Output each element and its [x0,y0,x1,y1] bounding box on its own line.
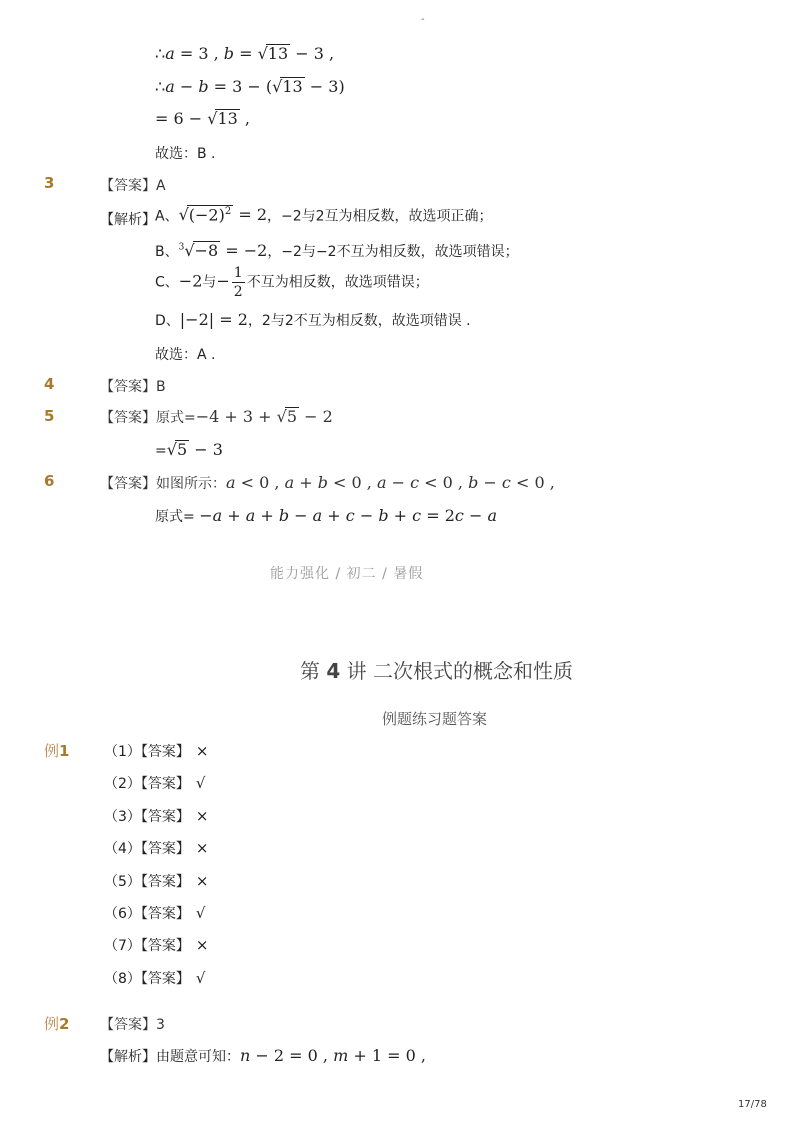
cross-mark-icon: × [195,839,209,857]
item-number: （7） [104,938,141,954]
answer-row [100,376,166,396]
answer-label: 【答案】 [100,410,156,426]
answer-row [100,175,166,195]
q3-option-d: D、|−2| = 2，2与2不互为相反数，故选项错误 . [155,310,471,329]
answer-label: 【答案】 [100,1017,156,1033]
example-label: 例2 [44,1015,70,1033]
answer-value: B [156,379,166,395]
check-mark-icon: √ [195,969,206,987]
answer-label: 【答案】 [100,379,156,395]
answer-row [104,838,209,858]
answer-row [104,741,209,761]
q3-option-a: A、$√(-2)^2 = 2$，−2与2互为相反数，故选项正确； [155,205,493,225]
check-mark-icon: √ [195,774,206,792]
answer-label: 【答案】 [100,178,156,194]
answer-value: 3 [156,1017,165,1033]
cross-mark-icon: × [195,742,209,760]
answer-row [104,773,205,793]
analysis-row: 【解析】由题意可知：n − 2 = 0 , m + 1 = 0 , [100,1046,426,1065]
answer-label: 【答案】 [140,874,190,890]
item-number: （1） [104,744,141,760]
answer-label: 【答案】 [140,938,190,954]
q2-conclusion: 故选：B . [155,146,216,162]
answer-row [104,871,209,891]
analysis-label: 【解析】 [100,212,156,228]
item-number: （3） [104,809,141,825]
page-footer: 能力强化 / 初二 / 暑假 [270,566,424,582]
answer-row [100,1014,165,1034]
item-number: （8） [104,971,141,987]
answer-label: 【答案】 [140,906,190,922]
answer-label: 【答案】 [100,476,156,492]
answer-row [104,903,205,923]
analysis-label: 【解析】 [100,1049,156,1065]
answer-row [104,968,205,988]
answer-row [104,935,209,955]
answer-label: 【答案】 [140,744,190,760]
example-label: 例1 [44,742,70,760]
answer-value: A [156,178,166,194]
section-title: 第 4 讲 二次根式的概念和性质 [300,659,573,683]
q2-line-result: = 6 − √13 , [155,109,250,128]
q6-line2: 原式= −a + a + b − a + c − b + c = 2c − a [155,506,497,525]
header-dash: - [421,14,425,25]
q3-option-b: B、$^3$√−8 = −2，−2与−2不互为相反数，故选项错误； [155,241,519,260]
cross-mark-icon: × [195,807,209,825]
q2-line-ab: ∴a = 3 , b = √13 − 3 , [155,44,335,63]
q3-option-c: C、−2与− $\frac{1}{2}$ 不互为相反数，故选项错误； [155,265,429,300]
item-number: （6） [104,906,141,922]
answer-row: 【答案】原式=−4 + 3 + √5 − 2 [100,407,333,426]
answer-row: 【答案】如图所示：a < 0 , a + b < 0 , a − c < 0 , b − c < 0 , [100,473,555,492]
item-number: （5） [104,874,141,890]
page-number: 17/78 [738,1099,767,1110]
q5-line2: =√5 − 3 [155,440,223,459]
cross-mark-icon: × [195,872,209,890]
answer-label: 【答案】 [140,971,190,987]
q2-line-diff: ∴a − b = 3 − (√13 − 3) [155,77,345,96]
item-number: （2） [104,776,141,792]
answer-row [104,806,209,826]
q3-conclusion: 故选：A . [155,347,216,363]
answer-label: 【答案】 [140,809,190,825]
answer-label: 【答案】 [140,841,190,857]
item-number: （4） [104,841,141,857]
question-number: 4 [44,375,55,393]
cross-mark-icon: × [195,936,209,954]
check-mark-icon: √ [195,904,206,922]
question-number: 3 [44,174,55,192]
question-number: 6 [44,472,55,490]
answer-label: 【答案】 [140,776,190,792]
section-subtitle: 例题练习题答案 [382,710,488,728]
question-number: 5 [44,407,55,425]
